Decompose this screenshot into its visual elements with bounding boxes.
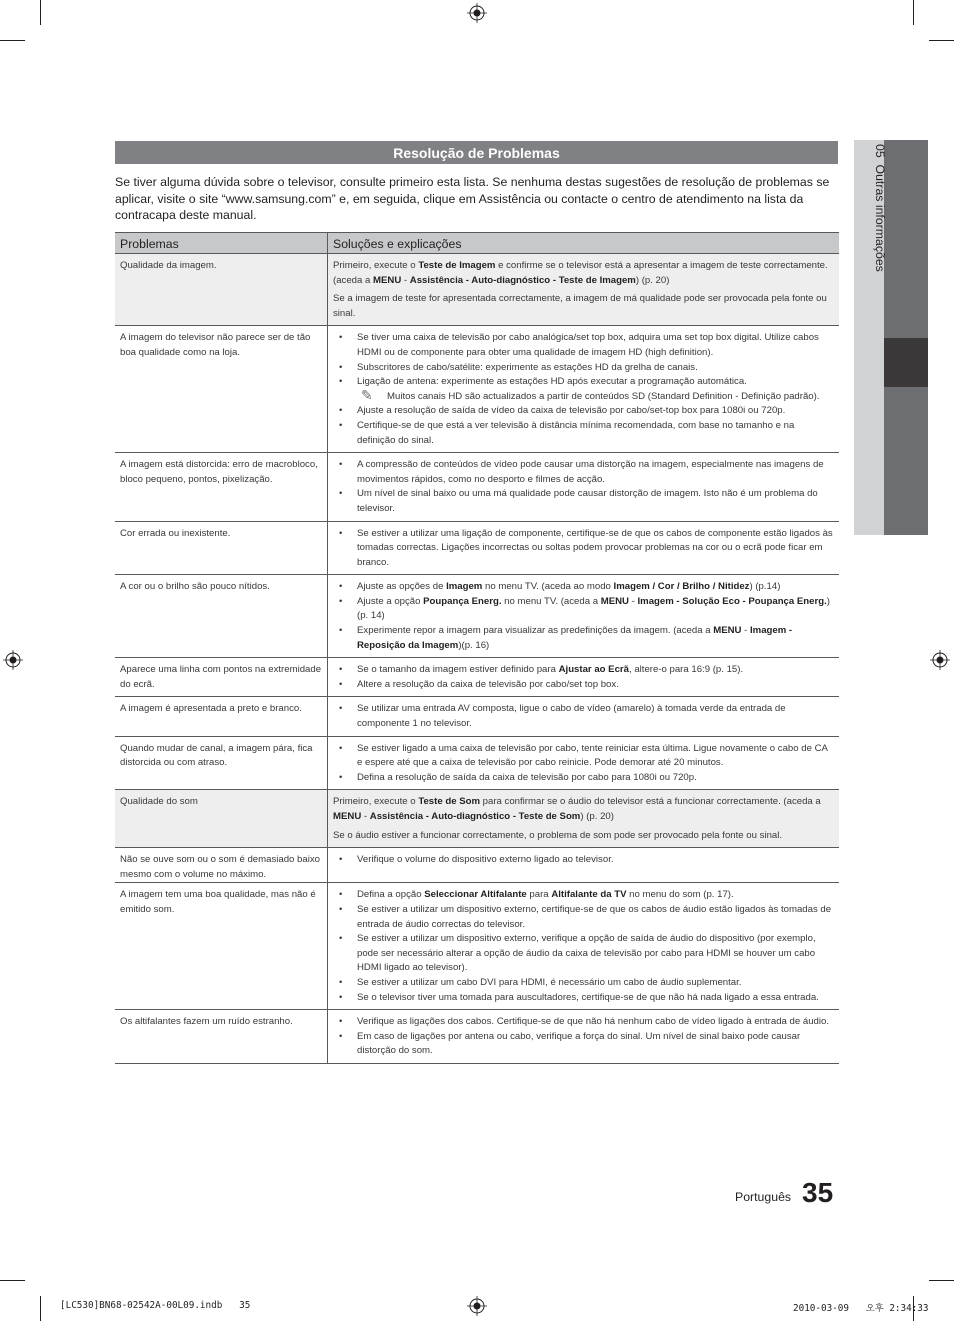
note-pencil-icon: ✎: [361, 386, 373, 403]
solution-item: • Subscritores de cabo/satélite: experimente as estações HD da grelha de canais.: [333, 361, 834, 376]
crop-mark: [0, 1280, 25, 1281]
solution-item: • Ligação de antena: experimente as estações HD após executar a programação automática.: [333, 375, 834, 390]
solution-item: • Verifique as ligações dos cabos. Certifique-se de que não há nenhum cabo de vídeo ligado à entrada de áudio.: [333, 1015, 834, 1030]
table-row: [115, 453, 839, 521]
table-row: [115, 883, 839, 1010]
solution-item: • Ajuste as opções de Imagem no menu TV. (aceda ao modo Imagem / Cor / Brilho / Nitidez) (p.14): [333, 580, 834, 595]
solution-item: • Defina a opção Seleccionar Altifalante para Altifalante da TV no menu do som (p. 17).: [333, 888, 834, 903]
print-slug-file: [LC530]BN68-02542A-00L09.indb 35: [60, 1300, 251, 1311]
table-row: [115, 848, 839, 883]
solution-cell: [328, 1010, 840, 1064]
problem-cell: Aparece uma linha com pontos na extremidade do ecrã.: [115, 658, 328, 697]
solution-item: • Se estiver ligado a uma caixa de televisão por cabo, tente reiniciar esta última. Ligue novamente o cabo de CA e espere até que a caixa de televisão por cabo reinicie. Pode demorar até 20 minutos.: [333, 742, 834, 771]
solution-item: • Defina a resolução de saída da caixa de televisão por cabo para 1080i ou 720p.: [333, 771, 834, 786]
problem-cell: Cor errada ou inexistente.: [115, 521, 328, 575]
solution-item: • Se tiver uma caixa de televisão por cabo analógica/set top box, adquira uma set top box digital. Utilize cabos HDMI ou de componente para obter uma qualidade de imagem HD (high definition).: [333, 331, 834, 360]
crop-mark: [40, 0, 41, 25]
intro-paragraph: Se tiver alguma dúvida sobre o televisor, consulte primeiro esta lista. Se nenhuma destas sugestões de resolução de problemas se aplicar, visite o site “www.samsung.com” e, em seguida, clique em Assistência ou contacte o centro de atendimento na lista da contracapa deste manual.: [115, 175, 830, 222]
registration-mark-icon: [930, 650, 950, 670]
solution-cell: [328, 453, 840, 521]
troubleshooting-table: [115, 232, 839, 1064]
registration-mark-icon: [3, 650, 23, 670]
note-text: Muitos canais HD são actualizados a partir de conteúdos SD (Standard Definition - Definição padrão).: [387, 390, 820, 402]
chapter-tab-marker: [884, 338, 928, 387]
column-header-problems: Problemas: [115, 233, 328, 254]
solution-cell: [328, 521, 840, 575]
problem-cell: Qualidade da imagem.: [115, 254, 328, 326]
table-row: [115, 736, 839, 790]
solution-item: • Ajuste a opção Poupança Energ. no menu TV. (aceda a MENU - Imagem - Solução Eco - Poupança Energ.) (p. 14): [333, 595, 834, 624]
solution-item: • A compressão de conteúdos de vídeo pode causar uma distorção na imagem, especialmente nas imagens de movimentos rápidos, como no desporto e filmes de acção.: [333, 458, 834, 487]
solution-item: • Experimente repor a imagem para visualizar as predefinições da imagem. (aceda a MENU - Imagem - Reposição da Imagem)(p. 16): [333, 624, 834, 653]
registration-mark-icon: [467, 3, 487, 23]
crop-mark: [929, 1280, 954, 1281]
solution-cell: [328, 883, 840, 1010]
solution-list: [333, 331, 834, 452]
solution-cell: [328, 848, 840, 883]
table-row: [115, 575, 839, 658]
solution-item: • Altere a resolução da caixa de televisão por cabo/set top box.: [333, 678, 834, 693]
table-row: [115, 521, 839, 575]
solution-cell: [328, 736, 840, 790]
problem-cell: Qualidade do som: [115, 790, 328, 848]
solution-list: [333, 1015, 834, 1063]
solution-paragraph: Se o áudio estiver a funcionar correctamente, o problema de som pode ser provocado pela fonte ou sinal.: [333, 829, 783, 841]
solution-cell: [328, 326, 840, 453]
solution-item: • Em caso de ligações por antena ou cabo, verifique a força do sinal. Um nível de sinal baixo pode causar distorção do som.: [333, 1030, 834, 1059]
solution-cell: [328, 254, 840, 326]
table-body: [115, 254, 839, 1064]
table-header-row: [115, 233, 839, 254]
problem-cell: A imagem é apresentada a preto e branco.: [115, 697, 328, 736]
solution-paragraph: Primeiro, execute o Teste de Som para confirmar se o áudio do televisor está a funcionar correctamente. (aceda a MENU - Assistência - Auto-diagnóstico - Teste de Som) (p. 20): [333, 796, 821, 822]
table-row: [115, 254, 839, 326]
problem-cell: Não se ouve som ou o som é demasiado baixo mesmo com o volume no máximo.: [115, 848, 328, 883]
solution-item: • Se estiver a utilizar um dispositivo externo, certifique-se de que os cabos de áudio estão ligados às tomadas de entrada de áudio correctas do televisor.: [333, 903, 834, 932]
solution-paragraph: Primeiro, execute o Teste de Imagem e confirme se o televisor está a apresentar a imagem de teste correctamente. (aceda a MENU - Assistência - Auto-diagnóstico - Teste de Imagem) (p. 20): [333, 260, 828, 286]
column-header-solutions: Soluções e explicações: [328, 233, 840, 254]
chapter-label: [857, 144, 887, 444]
crop-mark: [929, 40, 954, 41]
solution-item: • Se o tamanho da imagem estiver definido para Ajustar ao Ecrã, altere-o para 16:9 (p. 15).: [333, 663, 834, 678]
chapter-number: 05: [873, 144, 887, 158]
solution-list: [333, 702, 834, 735]
problem-cell: Os altifalantes fazem um ruído estranho.: [115, 1010, 328, 1064]
footer-language: Português: [735, 1190, 792, 1204]
problem-cell: A cor ou o brilho são pouco nítidos.: [115, 575, 328, 658]
problem-cell: A imagem está distorcida: erro de macrobloco, bloco pequeno, pontos, pixelização.: [115, 453, 328, 521]
table-row: [115, 326, 839, 453]
crop-mark: [913, 0, 914, 25]
table-row: [115, 1010, 839, 1064]
solution-list: [333, 527, 834, 575]
table-row: [115, 697, 839, 736]
table-row: [115, 790, 839, 848]
solution-item: • Se estiver a utilizar um dispositivo externo, verifique a opção de saída de áudio do dispositivo (por exemplo, pode ser necessário alterar a opção de áudio da caixa de televisão por cabo para HDMI se houver um cabo HDMI ligado ao televisor).: [333, 932, 834, 976]
section-title: Resolução de Problemas: [115, 141, 838, 164]
table-row: [115, 658, 839, 697]
registration-mark-icon: [467, 1296, 487, 1316]
solution-list: [333, 853, 834, 872]
print-slug-date: 2010-03-09 오후 2:34:33: [793, 1303, 929, 1314]
solution-paragraph: Se a imagem de teste for apresentada correctamente, a imagem de má qualidade pode ser provocada pela fonte ou sinal.: [333, 293, 827, 319]
solution-cell: [328, 658, 840, 697]
solution-cell: [328, 575, 840, 658]
solution-item: • Certifique-se de que está a ver televisão à distância mínima recomendada, com base no tamanho e na definição do sinal.: [333, 419, 834, 448]
note-item: [333, 386, 834, 405]
solution-item: • Verifique o volume do dispositivo externo ligado ao televisor.: [333, 853, 834, 868]
solution-list: [333, 458, 834, 520]
solution-list: [333, 580, 834, 657]
problem-cell: Quando mudar de canal, a imagem pára, fica distorcida ou com atraso.: [115, 736, 328, 790]
chapter-title: Outras informações: [873, 164, 887, 272]
problem-cell: A imagem do televisor não parece ser de tão boa qualidade como na loja.: [115, 326, 328, 453]
problem-cell: A imagem tem uma boa qualidade, mas não é emitido som.: [115, 883, 328, 1010]
solution-item: • Se utilizar uma entrada AV composta, ligue o cabo de vídeo (amarelo) à tomada verde da entrada de componente 1 no televisor.: [333, 702, 834, 731]
solution-item: • Um nível de sinal baixo ou uma má qualidade pode causar distorção de imagem. Isto não é um problema do televisor.: [333, 487, 834, 516]
solution-cell: [328, 697, 840, 736]
solution-item: • Se o televisor tiver uma tomada para auscultadores, certifique-se de que não há nada ligado a essa entrada.: [333, 991, 834, 1006]
solution-cell: [328, 790, 840, 848]
solution-list: [333, 888, 834, 1009]
crop-mark: [0, 40, 25, 41]
crop-mark: [40, 1296, 41, 1321]
solution-list: [333, 663, 834, 696]
solution-item: • Se estiver a utilizar uma ligação de componente, certifique-se de que os cabos de componente estão ligados às tomadas correctas. Ligações incorrectas ou soltas podem provocar problemas na cor ou o ecrã pode ficar em branco.: [333, 527, 834, 571]
solution-item: • Se estiver a utilizar um cabo DVI para HDMI, é necessário um cabo de áudio suplementar.: [333, 976, 834, 991]
solution-list: [333, 742, 834, 790]
page-number: 35: [802, 1177, 834, 1208]
solution-item: • Ajuste a resolução de saída de vídeo da caixa de televisão por cabo/set-top box para 1080i ou 720p.: [333, 404, 834, 419]
